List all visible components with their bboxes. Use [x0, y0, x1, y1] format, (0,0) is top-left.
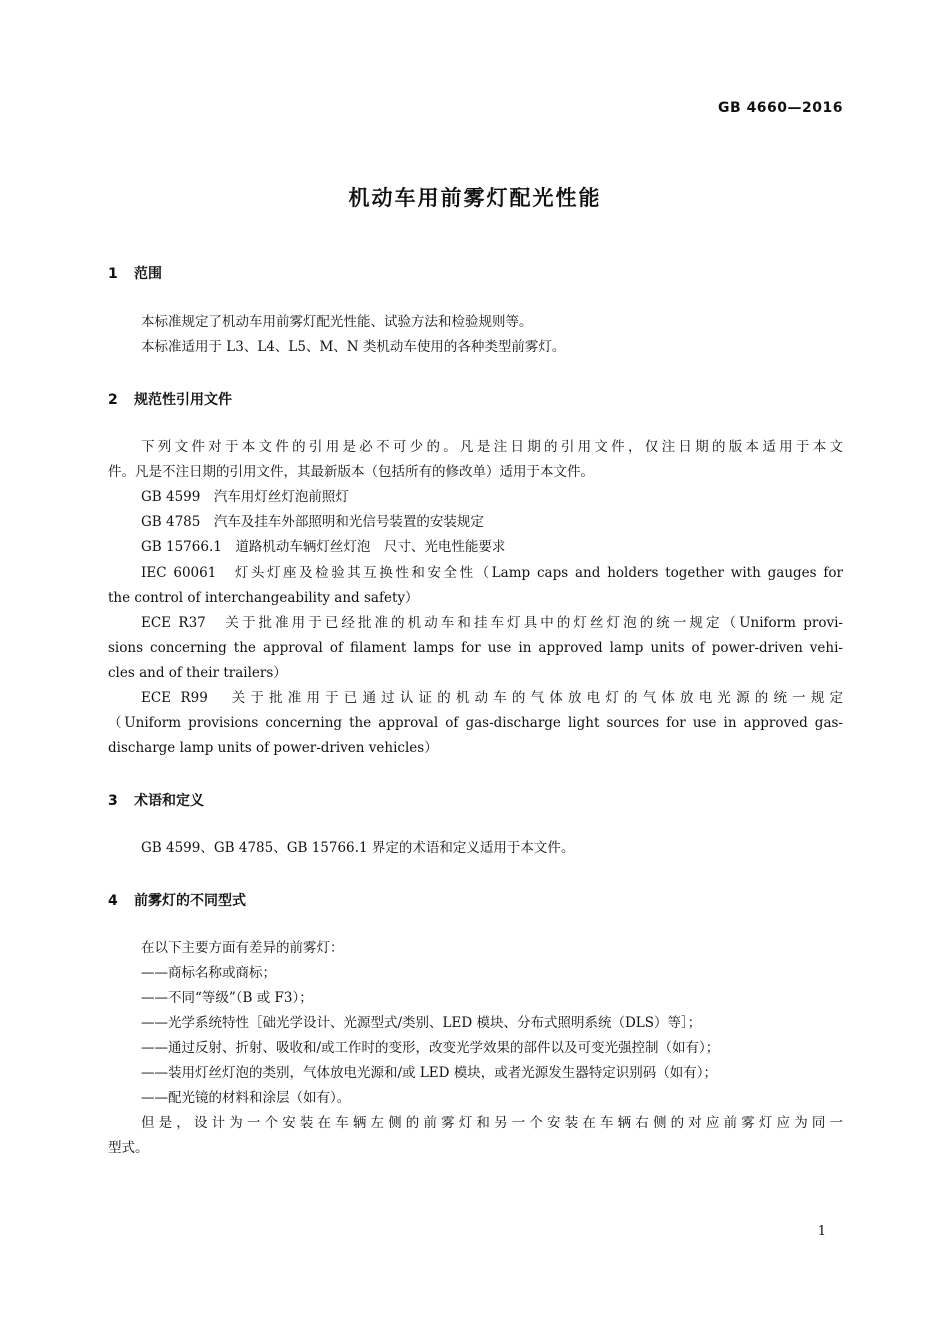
- list-item: ——配光镜的材料和涂层（如有）。: [141, 1090, 351, 1106]
- section-title: 术语和定义: [134, 793, 204, 809]
- reference-item-continued: cles and of their trailers）: [108, 665, 287, 681]
- list-item: ——通过反射、折射、吸收和/或工作时的变形，改变光学效果的部件以及可变光强控制（如有）；: [141, 1040, 720, 1056]
- section-3-paragraph: GB 4599、GB 4785、GB 15766.1 界定的术语和定义适用于本文件。: [141, 840, 575, 856]
- reference-item: IEC 60061 灯头灯座及检验其互换性和安全性（Lamp caps and holders together with gauges for: [141, 565, 843, 581]
- section-number: 2: [108, 392, 118, 408]
- section-2-intro-line: 下列文件对于本文件的引用是必不可少的。凡是注日期的引用文件，仅注日期的版本适用于本文: [141, 439, 843, 455]
- reference-item-continued: （Uniform provisions concerning the approval of gas-discharge light sources for use in approved gas-: [108, 715, 843, 731]
- section-title: 范围: [134, 266, 162, 282]
- document-title: 机动车用前雾灯配光性能: [348, 186, 602, 210]
- reference-item: ECE R37 关于批准用于已经批准的机动车和挂车灯具中的灯丝灯泡的统一规定（Uniform provi-: [141, 615, 843, 631]
- section-1-heading: [108, 263, 162, 283]
- reference-item: GB 4785 汽车及挂车外部照明和光信号装置的安装规定: [141, 514, 484, 530]
- section-4-closing-line: 型式。: [108, 1140, 149, 1156]
- section-title: 规范性引用文件: [134, 392, 232, 408]
- section-4-closing-line: 但是，设计为一个安装在车辆左侧的前雾灯和另一个安装在车辆右侧的对应前雾灯应为同一: [141, 1115, 843, 1131]
- section-number: 1: [108, 266, 118, 282]
- section-title: 前雾灯的不同型式: [134, 893, 246, 909]
- list-item: ——装用灯丝灯泡的类别，气体放电光源和/或 LED 模块，或者光源发生器特定识别码（如有）；: [141, 1065, 718, 1081]
- section-2-heading: [108, 389, 232, 409]
- page-number: 1: [817, 1224, 826, 1239]
- section-1-paragraph: 本标准适用于 L3、L4、L5、M、N 类机动车使用的各种类型前雾灯。: [141, 339, 566, 355]
- section-2-intro-line: 件。凡是不注日期的引用文件，其最新版本（包括所有的修改单）适用于本文件。: [108, 464, 594, 480]
- section-4-intro: 在以下主要方面有差异的前雾灯：: [141, 940, 344, 956]
- section-number: 3: [108, 793, 118, 809]
- section-number: 4: [108, 893, 118, 909]
- section-1-paragraph: 本标准规定了机动车用前雾灯配光性能、试验方法和检验规则等。: [141, 314, 533, 330]
- reference-item: GB 4599 汽车用灯丝灯泡前照灯: [141, 489, 349, 505]
- reference-item-continued: discharge lamp units of power-driven vehicles）: [108, 740, 438, 756]
- list-item: ——商标名称或商标；: [141, 965, 276, 981]
- standard-number: GB 4660—2016: [718, 100, 843, 116]
- section-3-heading: [108, 790, 204, 810]
- list-item: ——不同“等级”（B 或 F3）；: [141, 990, 313, 1006]
- section-4-heading: [108, 890, 246, 910]
- reference-item-continued: the control of interchangeability and safety）: [108, 590, 419, 606]
- list-item: ——光学系统特性［础光学设计、光源型式/类别、LED 模块、分布式照明系统（DLS）等］；: [141, 1015, 702, 1031]
- reference-item: GB 15766.1 道路机动车辆灯丝灯泡 尺寸、光电性能要求: [141, 539, 506, 555]
- reference-item-continued: sions concerning the approval of filament lamps for use in approved lamp units of power-driven vehi-: [108, 640, 843, 656]
- reference-item: ECE R99 关于批准用于已通过认证的机动车的气体放电灯的气体放电光源的统一规定: [141, 690, 843, 706]
